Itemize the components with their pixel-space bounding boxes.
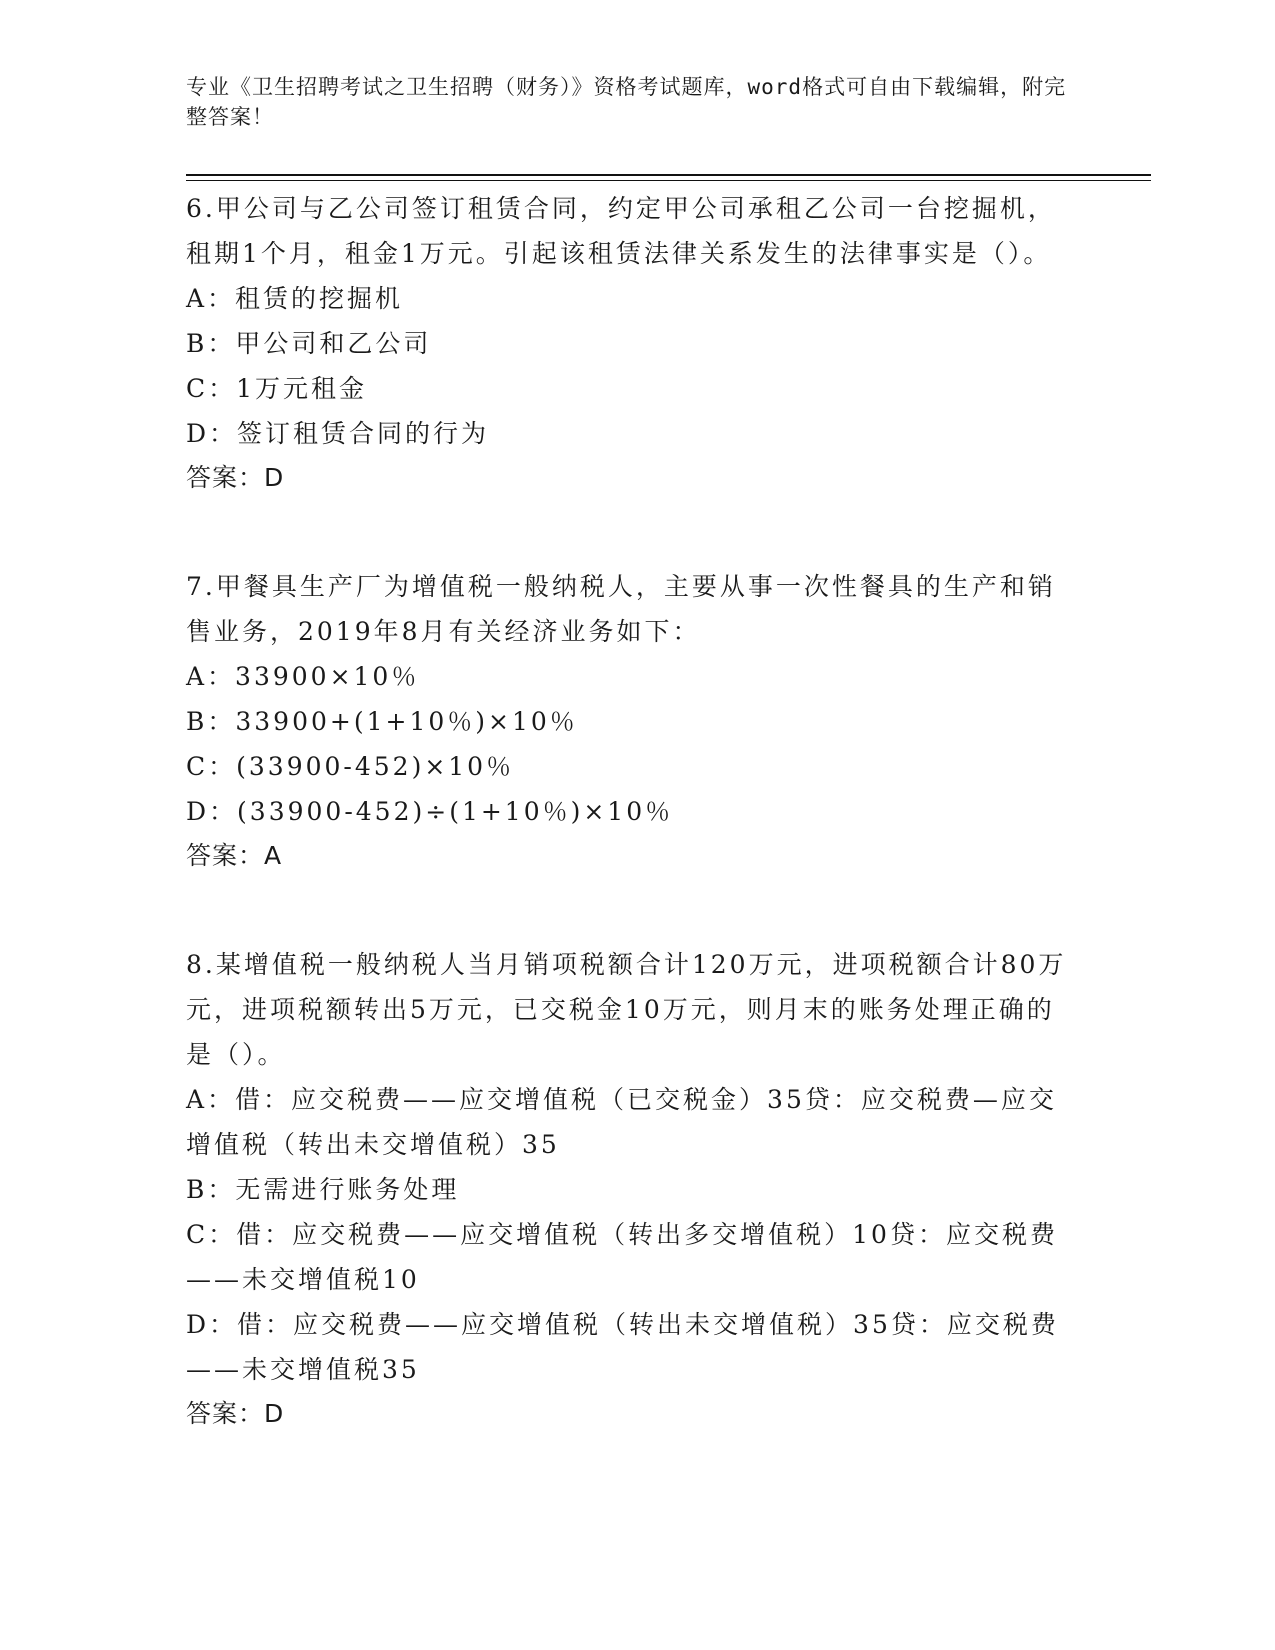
question-6: [186, 186, 1076, 500]
answer: 答案：A: [186, 841, 283, 870]
question-stem: 8.某增值税一般纳税人当月销项税额合计120万元，进项税额合计80万元，进项税额转出5万元，已交税金10万元，则月末的账务处理正确的是（）。: [186, 950, 1067, 1069]
option-b: B：33900+(1+10％)×10％: [186, 707, 578, 736]
option-b: B：甲公司和乙公司: [186, 329, 432, 358]
question-list: [186, 186, 1076, 1500]
answer: 答案：D: [186, 1399, 285, 1428]
option-a: A：33900×10％: [186, 662, 420, 691]
answer: 答案：D: [186, 463, 285, 492]
option-c: C：(33900-452)×10％: [186, 752, 515, 781]
header-divider-thick: [186, 174, 1151, 176]
option-d: D：签订租赁合同的行为: [186, 419, 490, 448]
option-a: A：租赁的挖掘机: [186, 284, 404, 313]
option-a: A：借：应交税费——应交增值税（已交税金）35贷：应交税费—应交增值税（转出未交增值税）35: [186, 1085, 1057, 1159]
question-stem: 6.甲公司与乙公司签订租赁合同，约定甲公司承租乙公司一台挖掘机，租期1个月，租金1万元。引起该租赁法律关系发生的法律事实是（）。: [186, 194, 1056, 268]
option-b: B：无需进行账务处理: [186, 1175, 460, 1204]
question-stem: 7.甲餐具生产厂为增值税一般纳税人，主要从事一次性餐具的生产和销售业务，2019年8月有关经济业务如下：: [186, 572, 1056, 646]
header-note: 专业《卫生招聘考试之卫生招聘（财务）》资格考试题库，word格式可自由下载编辑，附完整答案！: [186, 75, 1067, 129]
option-d: D：(33900-452)÷(1+10％)×10％: [186, 797, 674, 826]
question-8: [186, 942, 1076, 1436]
header-divider-thin: [186, 180, 1151, 181]
option-c: C：借：应交税费——应交增值税（转出多交增值税）10贷：应交税费——未交增值税10: [186, 1220, 1058, 1294]
option-c: C：1万元租金: [186, 374, 368, 403]
question-7: [186, 564, 1076, 878]
option-d: D：借：应交税费——应交增值税（转出未交增值税）35贷：应交税费——未交增值税35: [186, 1310, 1059, 1384]
